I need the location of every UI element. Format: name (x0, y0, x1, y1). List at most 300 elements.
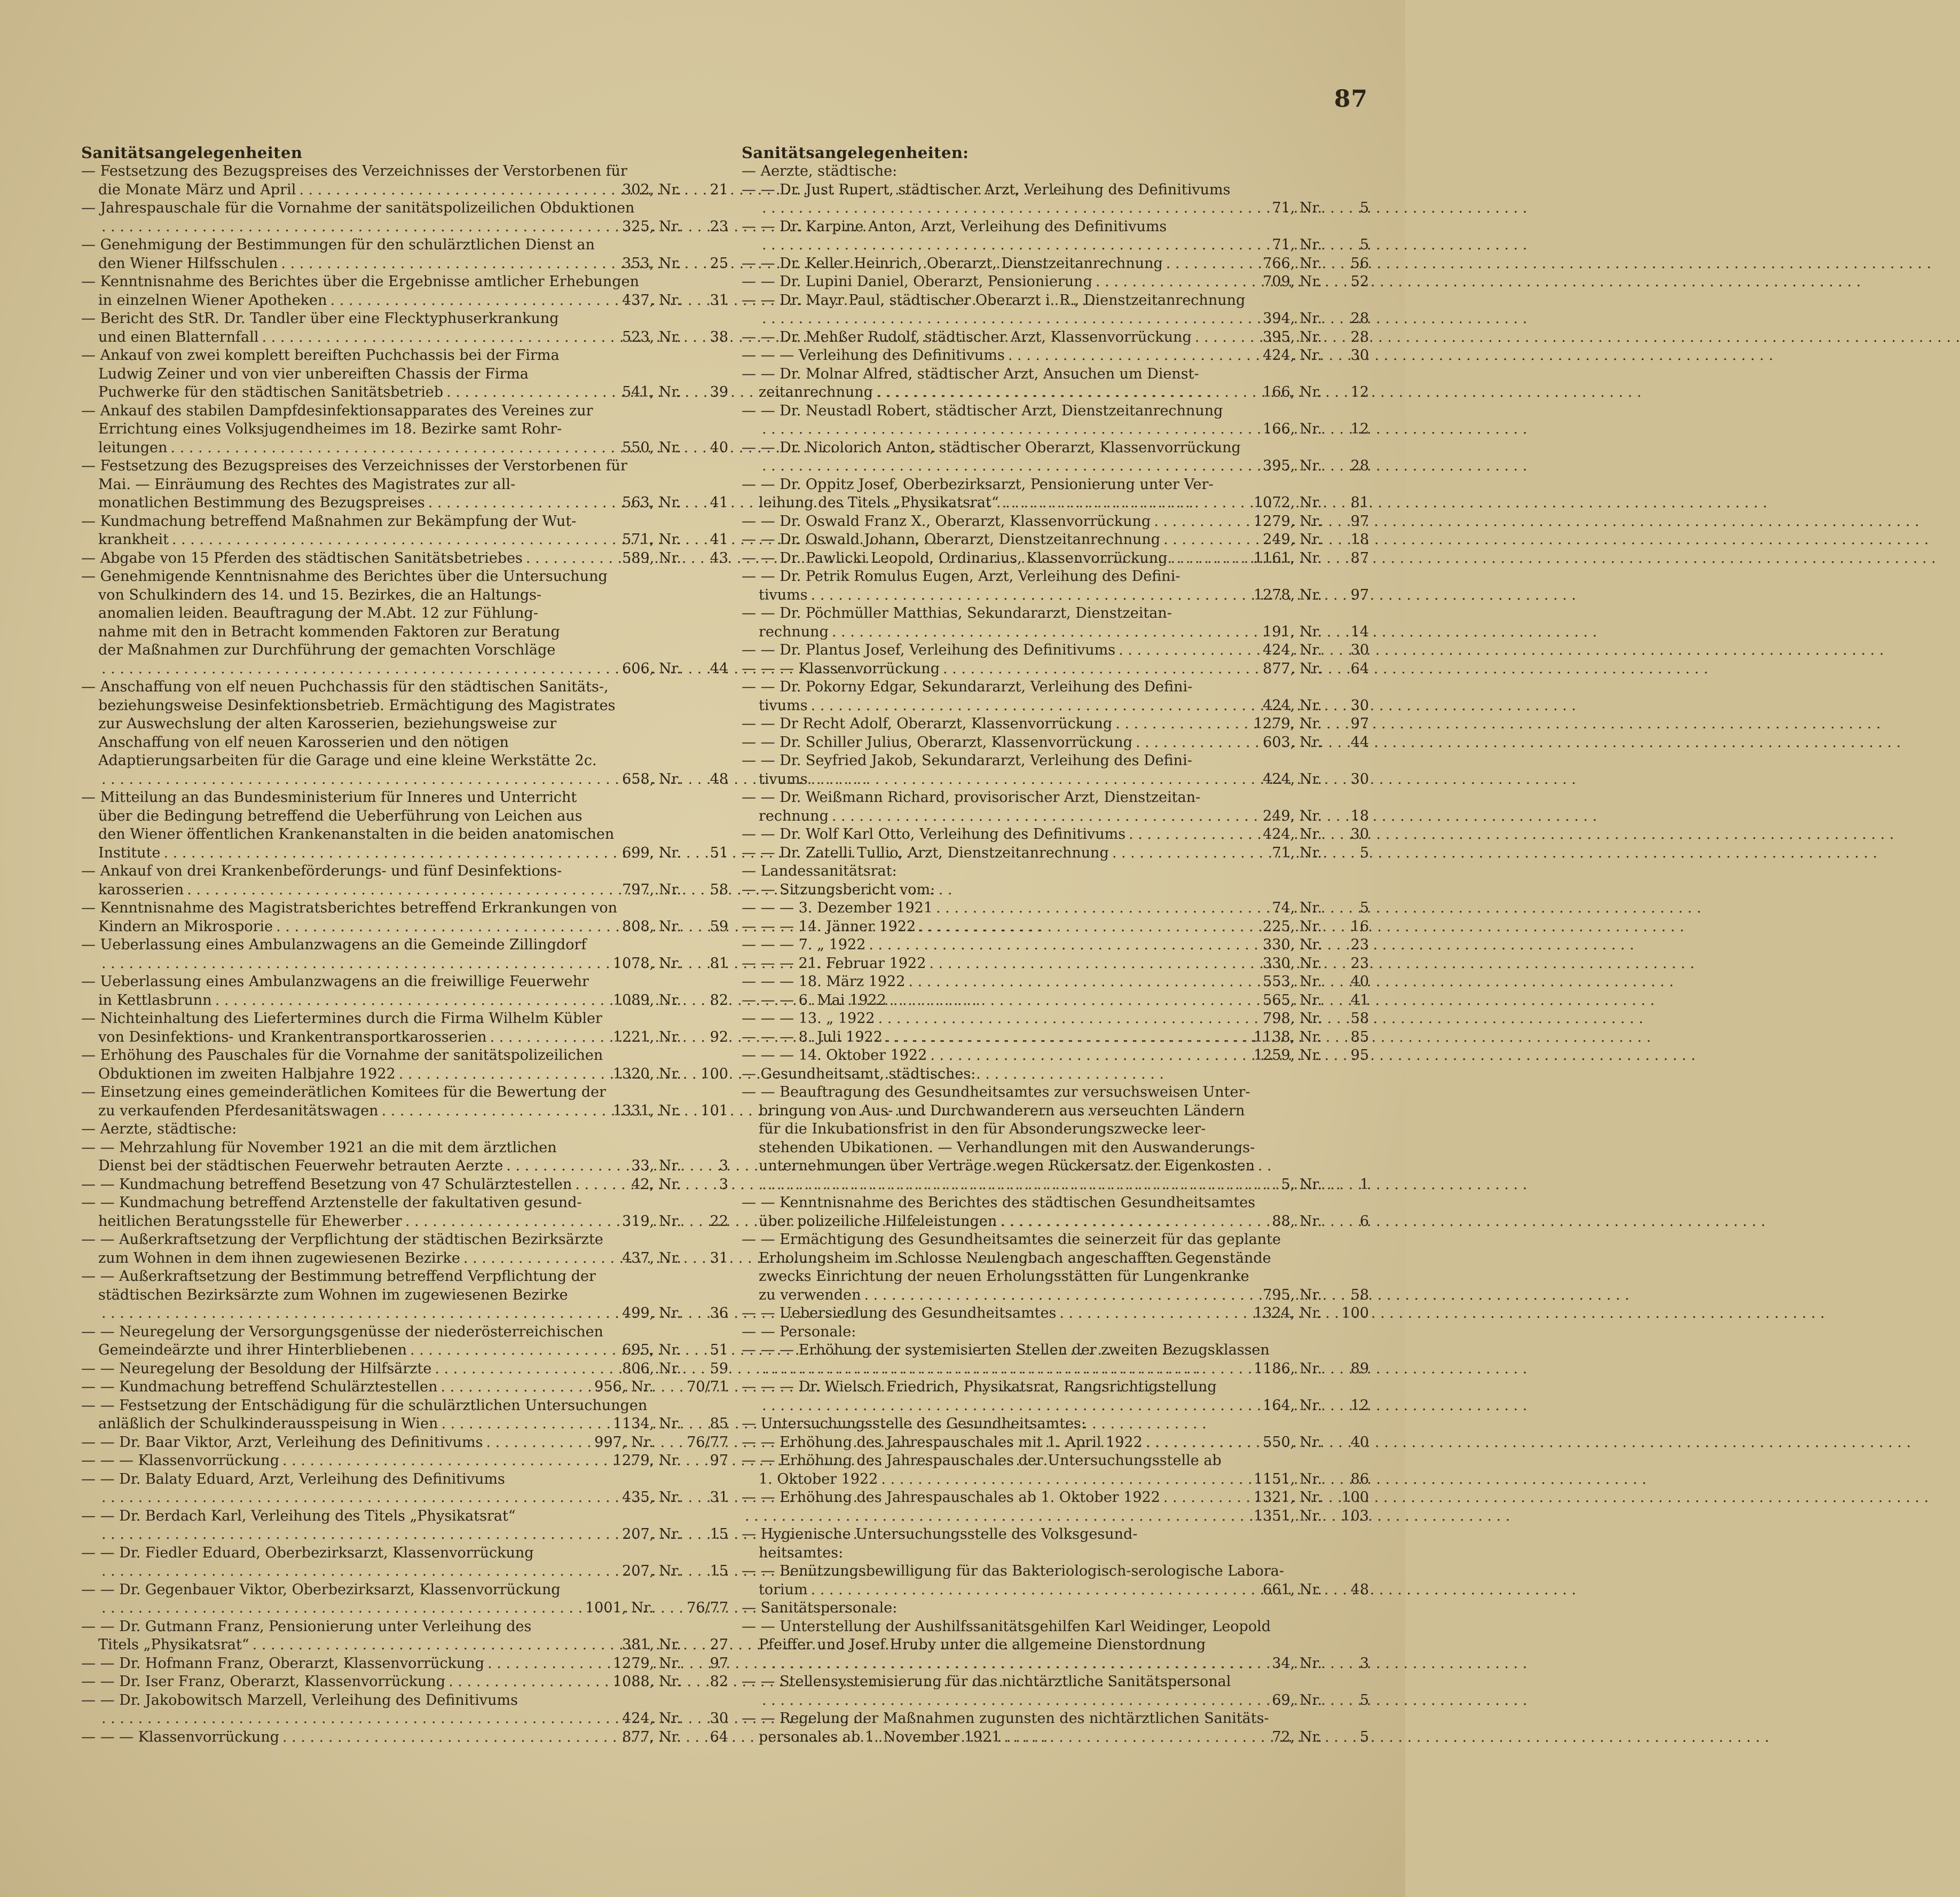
issue-number: 31 (710, 1489, 728, 1506)
entry-text: — Aerzte, städtische: (742, 163, 898, 179)
entry-line (81, 973, 728, 991)
issue-number: 44 (1350, 734, 1369, 751)
entry-line (81, 1286, 728, 1305)
entry-line (81, 770, 728, 789)
index-entry (81, 568, 728, 678)
entry-line (742, 513, 1369, 531)
entry-line (81, 1194, 728, 1213)
entry-text: — — Dr. Seyfried Jakob, Sekundararzt, Verleihung des Defini- (742, 752, 1192, 769)
index-entry (81, 1360, 728, 1379)
index-entry (742, 1323, 1369, 1342)
index-entry (742, 1341, 1369, 1378)
issue-number: 95 (1350, 1047, 1369, 1064)
entry-text: — — Dr. Hofmann Franz, Oberarzt, Klassenvorrückung (81, 1655, 485, 1672)
issue-number: 3 (719, 1176, 728, 1193)
entry-text: — — — 8. Juli 1922 (742, 1028, 883, 1045)
entry-line (742, 1636, 1369, 1655)
issue-number: 89 (1350, 1360, 1369, 1377)
index-entry (742, 1452, 1369, 1489)
entry-text: Kindern an Mikrosporie (98, 918, 273, 935)
index-entry (81, 1046, 728, 1083)
index-entry (742, 328, 1369, 347)
page-ref: 330, Nr. (1263, 936, 1322, 953)
issue-number: 30 (1350, 826, 1369, 843)
issue-number: 59 (710, 1360, 728, 1377)
entry-line (81, 734, 728, 752)
dot-leader (745, 1507, 1250, 1526)
index-entry (81, 1083, 728, 1120)
page-ref: 1278, Nr. (1253, 586, 1322, 603)
entry-line (81, 1728, 728, 1747)
issue-number: 14 (1350, 623, 1369, 640)
entry-line (742, 457, 1369, 476)
entry-text: — — Benützungsbewilligung für das Bakteriologisch-serologische Labora- (742, 1563, 1284, 1579)
entry-line (742, 1194, 1369, 1213)
entry-text: — Festsetzung des Bezugspreises des Verzeichnisses der Verstorbenen für (81, 163, 627, 179)
page-ref: 395, Nr. (1263, 458, 1322, 474)
entry-line (81, 1028, 728, 1047)
page-ref: 563, Nr. (622, 494, 681, 511)
dot-leader (101, 1562, 619, 1581)
dot-leader (1004, 1728, 1269, 1747)
page-ref: 1088, Nr. (612, 1673, 681, 1690)
index-entry (742, 1046, 1369, 1065)
index-entry (742, 531, 1369, 549)
entry-text: zu verkaufenden Pferdesanitätswagen (98, 1102, 379, 1119)
dot-leader (919, 918, 1260, 936)
entry-text: — — Dr. Pöchmüller Matthias, Sekundararzt, Dienstzeitan- (742, 605, 1172, 621)
issue-number: 15 (710, 1563, 728, 1579)
issue-number: 85 (710, 1415, 728, 1432)
page-ref: 424, Nr. (1263, 347, 1322, 364)
entry-text: und einen Blatternfall (98, 328, 259, 345)
entry-line (81, 623, 728, 642)
issue-number: 22 (710, 1213, 728, 1230)
issue-number: 18 (1350, 807, 1369, 824)
page-ref: 1321, Nr. (1253, 1489, 1322, 1506)
dot-leader (101, 1489, 619, 1507)
entry-text: — — Ermächtigung des Gesundheitsamtes die seinerzeit für das geplante (742, 1231, 1281, 1248)
page-ref: 166, Nr. (1263, 384, 1322, 400)
entry-line (742, 1415, 1369, 1434)
entry-line (742, 549, 1369, 568)
issue-number: 28 (1350, 328, 1369, 345)
entry-text: — — Uebersiedlung des Gesundheitsamtes (742, 1305, 1057, 1321)
dot-leader (101, 1710, 619, 1728)
index-entry (81, 1673, 728, 1691)
entry-text: zur Auswechslung der alten Karosserien, beziehungsweise zur (98, 715, 557, 732)
dot-leader (869, 936, 1260, 955)
entry-line (81, 789, 728, 807)
entry-text: Obduktionen im zweiten Halbjahre 1922 (98, 1065, 396, 1082)
entry-line (81, 420, 728, 439)
page-ref: 74, Nr. (1272, 900, 1322, 916)
issue-number: 51 (710, 844, 728, 861)
page-ref: 1279, Nr. (1253, 513, 1322, 530)
issue-number: 31 (710, 1249, 728, 1266)
entry-line (81, 604, 728, 623)
issue-number: 1 (1359, 1176, 1369, 1193)
entry-line (81, 697, 728, 715)
index-entry (742, 273, 1369, 292)
entry-line (81, 402, 728, 421)
index-entry (81, 1470, 728, 1507)
page-ref: 1259, Nr. (1253, 1047, 1322, 1064)
entry-text: Errichtung eines Volksjugendheimes im 18. Bezirke samt Rohr- (98, 421, 562, 437)
page-ref: 71, Nr. (1272, 237, 1322, 253)
dot-leader (762, 457, 1260, 476)
entry-line (742, 347, 1369, 365)
entry-text: — — Dr. Just Rupert, städtischer Arzt, Verleihung des Definitivums (742, 181, 1231, 198)
issue-number: 97 (710, 1655, 728, 1672)
entry-line (742, 789, 1369, 807)
dot-leader (832, 623, 1260, 642)
dot-leader (253, 1636, 619, 1655)
entry-text: rechnung (759, 807, 829, 824)
index-entry (81, 457, 728, 513)
entry-text: — Aerzte, städtische: (81, 1121, 237, 1137)
entry-line (81, 825, 728, 844)
entry-line (81, 181, 728, 200)
index-entry (81, 936, 728, 973)
left-column (81, 143, 728, 1746)
index-entry (742, 660, 1369, 679)
dot-leader (330, 292, 619, 310)
page-ref: 71, Nr. (1272, 844, 1322, 861)
entry-text: — Festsetzung des Bezugspreises des Verzeichnisses der Verstorbenen für (81, 458, 627, 474)
entry-text: von Desinfektions- und Krankentransportkarosserien (98, 1028, 487, 1045)
dot-leader (163, 844, 619, 863)
issue-number: 12 (1350, 421, 1369, 437)
entry-line (81, 1176, 728, 1194)
index-entry (742, 1378, 1369, 1415)
entry-line (81, 383, 728, 402)
page-ref: 798, Nr. (1263, 1010, 1322, 1027)
issue-number: 87 (1350, 549, 1369, 566)
dot-leader (1002, 494, 1250, 513)
dot-leader (435, 1360, 619, 1379)
entry-line (81, 936, 728, 955)
dot-leader (441, 1378, 592, 1397)
index-entry (81, 1691, 728, 1728)
entry-text: zum Wohnen in dem ihnen zugewiesenen Bezirke (98, 1249, 460, 1266)
entry-text: anomalien leiden. Beauftragung der M.Abt. 12 zur Fühlung- (98, 605, 538, 621)
entry-text: — Ankauf von drei Krankenbeförderungs- und fünf Desinfektions- (81, 863, 562, 879)
entry-text: — Untersuchungsstelle des Gesundheitsamtes: (742, 1415, 1087, 1432)
entry-line (742, 678, 1369, 697)
entry-line (81, 660, 728, 679)
entry-line (81, 549, 728, 568)
entry-line (742, 1304, 1369, 1323)
entry-line (742, 1710, 1369, 1728)
entry-line (81, 1249, 728, 1268)
entry-text: — Gesundheitsamt, städtisches: (742, 1065, 976, 1082)
entry-text: Gemeindeärzte und ihrer Hinterbliebenen (98, 1342, 407, 1358)
index-entry (81, 1378, 728, 1397)
entry-line (742, 1489, 1369, 1507)
dot-leader (876, 383, 1260, 402)
issue-number: 5 (1359, 900, 1369, 916)
page-ref: 1072, Nr. (1253, 494, 1322, 511)
dot-leader (428, 494, 619, 513)
entry-text: Adaptierungsarbeiten für die Garage und eine kleine Werkstätte 2c. (98, 752, 597, 769)
entry-line (742, 1010, 1369, 1028)
index-entry (742, 641, 1369, 660)
dot-leader (282, 1728, 619, 1747)
index-entry (742, 1562, 1369, 1599)
dot-leader (1146, 1434, 1260, 1452)
issue-number: 25 (710, 255, 728, 272)
entry-text: — — Dr. Berdach Karl, Verleihung des Titels „Physikatsrat“ (81, 1507, 516, 1524)
dot-leader (1119, 641, 1260, 660)
page-ref: 34, Nr. (1272, 1655, 1322, 1672)
dot-leader (187, 881, 619, 900)
entry-line (742, 752, 1369, 770)
entry-line (81, 1231, 728, 1249)
entry-line (742, 734, 1369, 752)
page-ref: 325, Nr. (622, 218, 681, 235)
entry-line (742, 1378, 1369, 1397)
index-entry (742, 918, 1369, 936)
issue-number: 59 (710, 918, 728, 935)
dot-leader (486, 1434, 591, 1452)
page-ref: 191, Nr. (1263, 623, 1322, 640)
page-ref: 1138, Nr. (1253, 1028, 1322, 1045)
entry-line (81, 494, 728, 513)
entry-text: Mai. — Einräumung des Rechtes des Magistrates zur all- (98, 476, 516, 493)
page-ref: 571, Nr. (622, 531, 681, 548)
dot-leader (441, 1415, 610, 1434)
page-ref: 553, Nr. (1263, 973, 1322, 990)
entry-text: — Genehmigende Kenntnisnahme des Berichtes über die Untersuchung (81, 568, 608, 585)
dot-leader (1129, 825, 1260, 844)
issue-number: 51 (710, 1342, 728, 1358)
entry-line (742, 1434, 1369, 1452)
entry-line (81, 844, 728, 863)
index-entry (742, 162, 1369, 181)
index-entry (81, 789, 728, 862)
index-entry (742, 1083, 1369, 1194)
dot-leader (762, 310, 1260, 328)
page-ref: 1324, Nr. (1253, 1305, 1322, 1321)
entry-text: über polizeiliche Hilfeleistungen (759, 1213, 997, 1230)
entry-text: — — — 18. März 1922 (742, 973, 906, 990)
entry-text: von Schulkindern des 14. und 15. Bezirkes, die an Haltungs- (98, 586, 542, 603)
entry-text: — — Erhöhung des Jahrespauschales der Untersuchungsstelle ab (742, 1452, 1222, 1469)
entry-line (742, 420, 1369, 439)
page-ref: 437, Nr. (622, 292, 681, 309)
issue-number: 12 (1350, 1397, 1369, 1414)
entry-line (81, 1691, 728, 1710)
entry-text: — — Dr. Gegenbauer Viktor, Oberbezirksarzt, Klassenvorrückung (81, 1581, 561, 1598)
index-entry (742, 973, 1369, 991)
page-ref: 997, Nr. (594, 1434, 654, 1451)
index-entry (742, 1673, 1369, 1710)
index-entry (742, 1304, 1369, 1323)
dot-leader (762, 1655, 1269, 1673)
page-ref: 1279, Nr. (1253, 715, 1322, 732)
entry-text: — — Kundmachung betreffend Arztenstelle der fakultativen gesund- (81, 1194, 582, 1211)
issue-number: 52 (1350, 273, 1369, 290)
dot-leader (811, 697, 1260, 715)
dot-leader (399, 1065, 610, 1084)
dot-leader (943, 660, 1260, 679)
entry-line (81, 991, 728, 1010)
dot-leader (410, 1341, 619, 1360)
dot-leader (487, 1655, 610, 1673)
entry-text: unternehmungen über Verträge wegen Rückersatz der Eigenkosten (759, 1158, 1255, 1174)
entry-text: — — Dr. Schiller Julius, Oberarzt, Klassenvorrückung (742, 734, 1132, 751)
entry-text: krankheit (98, 531, 169, 548)
entry-line (81, 752, 728, 770)
entry-text: — — — 14. Jänner 1922 (742, 918, 916, 935)
page-ref: 550, Nr. (1263, 1434, 1322, 1451)
page-ref: 381, Nr. (622, 1636, 681, 1653)
entry-line (81, 199, 728, 218)
entry-line (81, 347, 728, 365)
entry-line (81, 1434, 728, 1452)
index-entry (81, 549, 728, 568)
entry-text: stehenden Ubikationen. — Verhandlungen mit den Auswanderungs- (759, 1139, 1255, 1156)
entry-line (742, 1102, 1369, 1121)
entry-text: — — — 14. Oktober 1922 (742, 1047, 927, 1064)
entry-line (742, 199, 1369, 218)
entry-text: torium (759, 1581, 808, 1598)
page-ref: 1279, Nr. (612, 1452, 681, 1469)
entry-line (81, 310, 728, 328)
entry-line (742, 1176, 1369, 1194)
entry-text: — Erhöhung des Pauschales für die Vornahme der sanitätspolizeilichen (81, 1047, 603, 1064)
dot-leader (908, 973, 1260, 991)
entry-text: — — Unterstellung der Aushilfssanitätsgehilfen Karl Weidinger, Leopold (742, 1618, 1271, 1635)
index-entry (742, 1415, 1369, 1434)
index-entry (742, 1065, 1369, 1084)
page-ref: 1320, Nr. (612, 1065, 681, 1082)
issue-number: 5 (1359, 237, 1369, 253)
issue-number: 5 (1359, 1691, 1369, 1709)
issue-number: 18 (1350, 531, 1369, 548)
entry-line (742, 402, 1369, 421)
entry-line (742, 1083, 1369, 1102)
issue-number: 81 (1350, 494, 1369, 511)
entry-line (742, 973, 1369, 991)
entry-text: — — Dr. Oswald Franz X., Oberarzt, Klassenvorrückung (742, 513, 1151, 530)
page-ref: 435, Nr. (622, 1489, 681, 1506)
issue-number: 41 (710, 531, 728, 548)
entry-line (742, 1249, 1369, 1268)
entry-text: 1. Oktober 1922 (759, 1470, 878, 1487)
issue-number: 97 (710, 1452, 728, 1469)
index-entry (81, 402, 728, 458)
index-entry (742, 1618, 1369, 1673)
entry-text: den Wiener öffentlichen Krankenanstalten in die beiden anatomischen (98, 826, 615, 843)
index-entry (742, 1028, 1369, 1047)
entry-line (81, 292, 728, 310)
entry-line (81, 1710, 728, 1728)
entry-line (742, 770, 1369, 789)
page-ref: 207, Nr. (622, 1563, 681, 1579)
index-entry (81, 1176, 728, 1194)
page-ref: 5, Nr. (1281, 1176, 1322, 1193)
entry-text: beziehungsweise Desinfektionsbetrieb. Ermächtigung des Magistrates (98, 697, 616, 714)
entry-line (742, 586, 1369, 605)
page-ref: 766, Nr. (1263, 255, 1322, 272)
entry-text: — — Dr. Oppitz Josef, Oberbezirksarzt, Pensionierung unter Ver- (742, 476, 1214, 493)
entry-text: — — — Dr. Wielsch Friedrich, Physikatsrat, Rangsrichtigstellung (742, 1379, 1217, 1395)
entry-text: — Nichteinhaltung des Liefertermines durch die Firma Wilhelm Kübler (81, 1010, 602, 1027)
issue-number: 40 (710, 439, 728, 456)
dot-leader (101, 660, 619, 679)
column-heading: Sanitätsangelegenheiten (81, 144, 303, 162)
entry-text: — — Dr. Mehßer Rudolf, städtischer Arzt, Klassenvorrückung (742, 328, 1192, 345)
entry-text: Puchwerke für den städtischen Sanitätsbetrieb (98, 384, 444, 400)
entry-text: — — Dr. Lupini Daniel, Oberarzt, Pensionierung (742, 273, 1092, 290)
dot-leader (172, 531, 619, 549)
issue-number: 41 (710, 494, 728, 511)
entry-line (742, 715, 1369, 734)
entry-line (81, 1139, 728, 1158)
entry-line (81, 586, 728, 605)
entry-line (81, 641, 728, 660)
dot-leader (281, 255, 619, 273)
page-ref: 797, Nr. (622, 881, 681, 898)
entry-text: — — Außerkraftsetzung der Verpflichtung der städtischen Bezirksärzte (81, 1231, 603, 1248)
entry-text: rechnung (759, 623, 829, 640)
entry-line (742, 1028, 1369, 1047)
entry-text: — — Dr. Petrik Romulus Eugen, Arzt, Verleihung des Defini- (742, 568, 1180, 585)
entry-text: — — Festsetzung der Entschädigung für die schulärztlichen Untersuchungen (81, 1397, 648, 1414)
page-ref: 330, Nr. (1263, 955, 1322, 972)
entry-text: — — Regelung der Maßnahmen zugunsten des nichtärztlichen Sanitäts- (742, 1710, 1269, 1727)
issue-number: 40 (1350, 1434, 1369, 1451)
entry-text: — Kenntnisnahme des Berichtes über die Ergebnisse amtlicher Erhebungen (81, 273, 639, 290)
entry-line (81, 1544, 728, 1563)
entry-text: — — — 13. „ 1922 (742, 1010, 875, 1027)
entry-text: — — Dr. Baar Viktor, Arzt, Verleihung des Definitivums (81, 1434, 483, 1451)
issue-number: 31 (710, 292, 728, 309)
entry-line (81, 365, 728, 384)
dot-leader (463, 1249, 619, 1268)
entry-line (81, 1673, 728, 1691)
entry-line (81, 1636, 728, 1655)
index-entry (81, 1010, 728, 1046)
index-entry (742, 1489, 1369, 1507)
entry-line (81, 1323, 728, 1342)
issue-number: 39 (710, 384, 728, 400)
entry-line (81, 328, 728, 347)
index-entry (81, 273, 728, 310)
entry-text: — — Beauftragung des Gesundheitsamtes zur versuchsweisen Unter- (742, 1084, 1250, 1100)
entry-text: — — Dr. Fiedler Eduard, Oberbezirksarzt, Klassenvorrückung (81, 1544, 534, 1561)
dot-leader (811, 1581, 1260, 1600)
entry-text: — — Dr. Pokorny Edgar, Sekundararzt, Verleihung des Defini- (742, 679, 1193, 695)
entry-text: karosserien (98, 881, 184, 898)
entry-line (742, 604, 1369, 623)
issue-number: 97 (1350, 586, 1369, 603)
dot-leader (929, 955, 1260, 973)
entry-text: — — Kundmachung betreffend Besetzung von 47 Schulärztestellen (81, 1176, 572, 1193)
dot-leader (1170, 549, 1250, 568)
issue-number: 12 (1350, 384, 1369, 400)
entry-text: — — — Erhöhung der systemisierten Stellen der zweiten Bezugsklassen (742, 1342, 1270, 1358)
index-entry (81, 1618, 728, 1655)
entry-line (742, 1397, 1369, 1415)
entry-line (742, 623, 1369, 642)
entry-line (742, 292, 1369, 310)
issue-number: 21 (710, 181, 728, 198)
entry-text: — — Dr. Oswald Johann, Oberarzt, Dienstzeitanrechnung (742, 531, 1161, 548)
entry-line (742, 476, 1369, 494)
